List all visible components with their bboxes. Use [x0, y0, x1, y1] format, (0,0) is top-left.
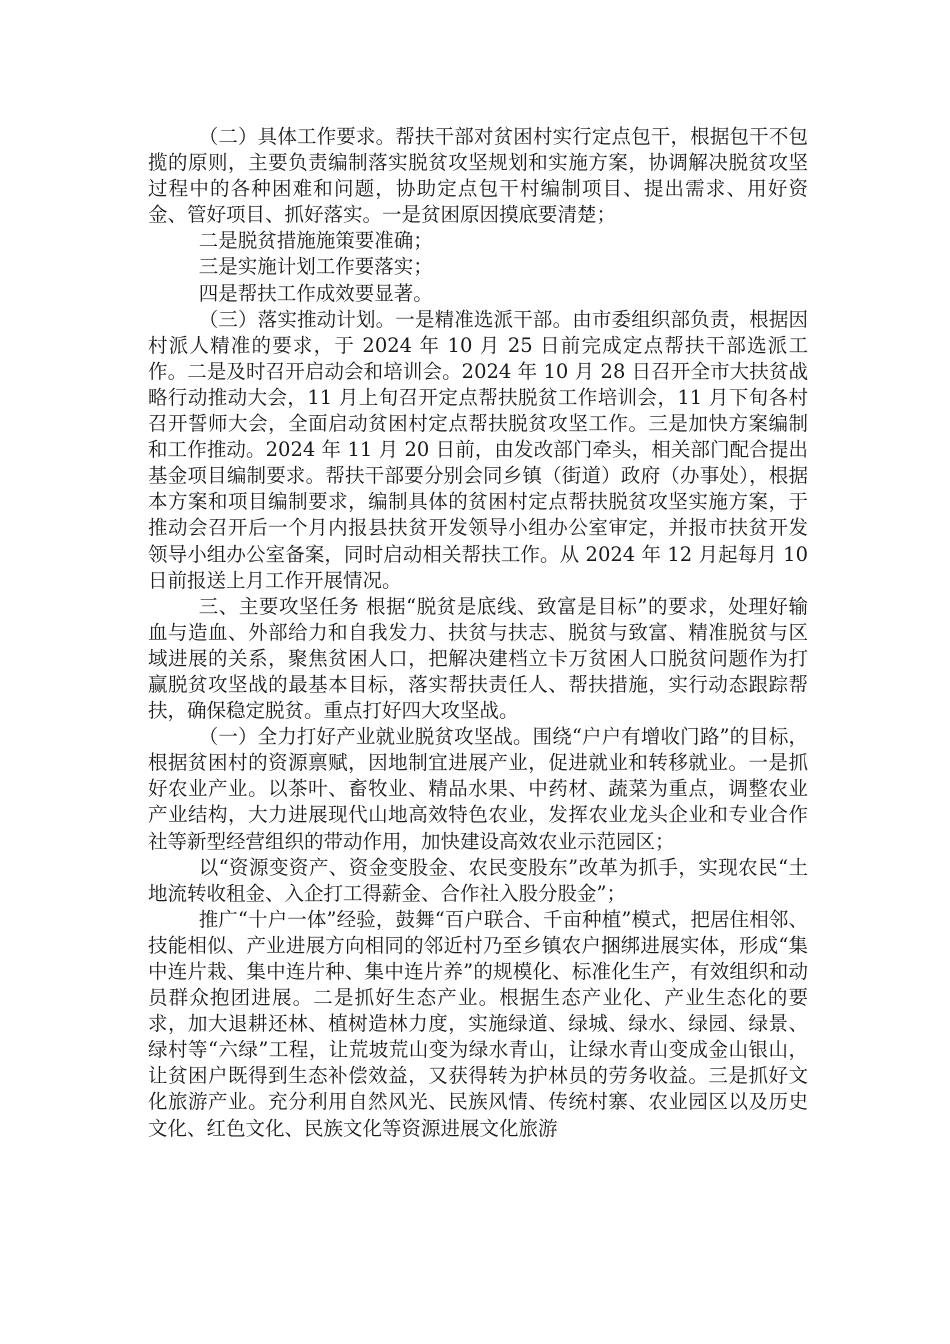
paragraph-implementation-plan: （三）落实推动计划。一是精准选派干部。由市委组织部负责，根据因村派人精准的要求，于 2024 年 10 月 25 日前完成定点帮扶干部选派工作。二是及时召开启动会和培训会。2024 年 10 月 28 日召开全市大扶贫战略行动推动大会，11 月上旬召开定点帮扶脱贫工作培训会，11 月下旬各村召开誓师大会，全面启动贫困村定点帮扶脱贫攻坚工作。三是加快方案编制和工作推动。2024 年 11 月 20 日前，由发改部门牵头，相关部门配合提出基金项目编制要求。帮扶干部要分别会同乡镇（街道）政府（办事处），根据本方案和项目编制要求，编制具体的贫困村定点帮扶脱贫攻坚实施方案，于推动会召开后一个月内报县扶贫开发领导小组办公室审定，并报市扶贫开发领导小组办公室备案，同时启动相关帮扶工作。从 2024 年 12 月起每月 10 日前报送上月工作开展情况。	[148, 307, 808, 592]
paragraph-industry-employment: （一）全力打好产业就业脱贫攻坚战。围绕“户户有增收门路”的目标，根据贫困村的资源禀赋，因地制宜进展产业，促进就业和转移就业。一是抓好农业产业。以茶叶、畜牧业、精品水果、中药材、蔬菜为重点，调整农业产业结构，大力进展现代山地高效特色农业，发挥农业龙头企业和专业合作社等新型经营组织的带动作用，加快建设高效农业示范园区；	[148, 725, 808, 853]
paragraph-main-tasks: 三、主要攻坚任务 根据“脱贫是底线、致富是目标”的要求，处理好输血与造血、外部给力和自我发力、扶贫与扶志、脱贫与致富、精准脱贫与区域进展的关系，聚焦贫困人口，把解决建档立卡万贫困人口脱贫问题作为打赢脱贫攻坚战的最基本目标，落实帮扶责任人、帮扶措施，实行动态跟踪帮扶，确保稳定脱贫。重点打好四大攻坚战。	[148, 594, 808, 723]
paragraph-item-four: 四是帮扶工作成效要显著。	[198, 281, 433, 305]
paragraph-item-three: 三是实施计划工作要落实；	[198, 255, 433, 279]
paragraph-ten-households: 推广“十户一体”经验，鼓舞“百户联合、千亩种植”模式，把居住相邻、技能相似、产业进展方向相同的邻近村乃至乡镇农户捆绑进展实体，形成“集中连片栽、集中连片种、集中连片养”的规模化、标准化生产，有效组织和动员群众抱团进展。二是抓好生态产业。根据生态产业化、产业生态化的要求，加大退耕还林、植树造林力度，实施绿道、绿城、绿水、绿园、绿景、绿村等“六绿”工程，让荒坡荒山变为绿水青山，让绿水青山变成金山银山，让贫困户既得到生态补偿效益，又获得转为护林员的劳务收益。三是抓好文化旅游产业。充分利用自然风光、民族风情、传统村寨、农业园区以及历史文化、红色文化、民族文化等资源进展文化旅游	[148, 907, 808, 1140]
paragraph-item-two: 二是脱贫措施施策要准确；	[198, 229, 433, 253]
paragraph-work-requirements: （二）具体工作要求。帮扶干部对贫困村实行定点包干，根据包干不包揽的原则，主要负责编制落实脱贫攻坚规划和实施方案，协调解决脱贫攻坚过程中的各种困难和问题，协助定点包干村编制项目、提出需求、用好资金、管好项目、抓好落实。一是贫困原因摸底要清楚；	[148, 125, 808, 227]
document-body	[148, 124, 808, 1142]
paragraph-reform: 以“资源变资产、资金变股金、农民变股东”改革为抓手，实现农民“土地流转收租金、入企打工得薪金、合作社入股分股金”；	[148, 855, 808, 905]
